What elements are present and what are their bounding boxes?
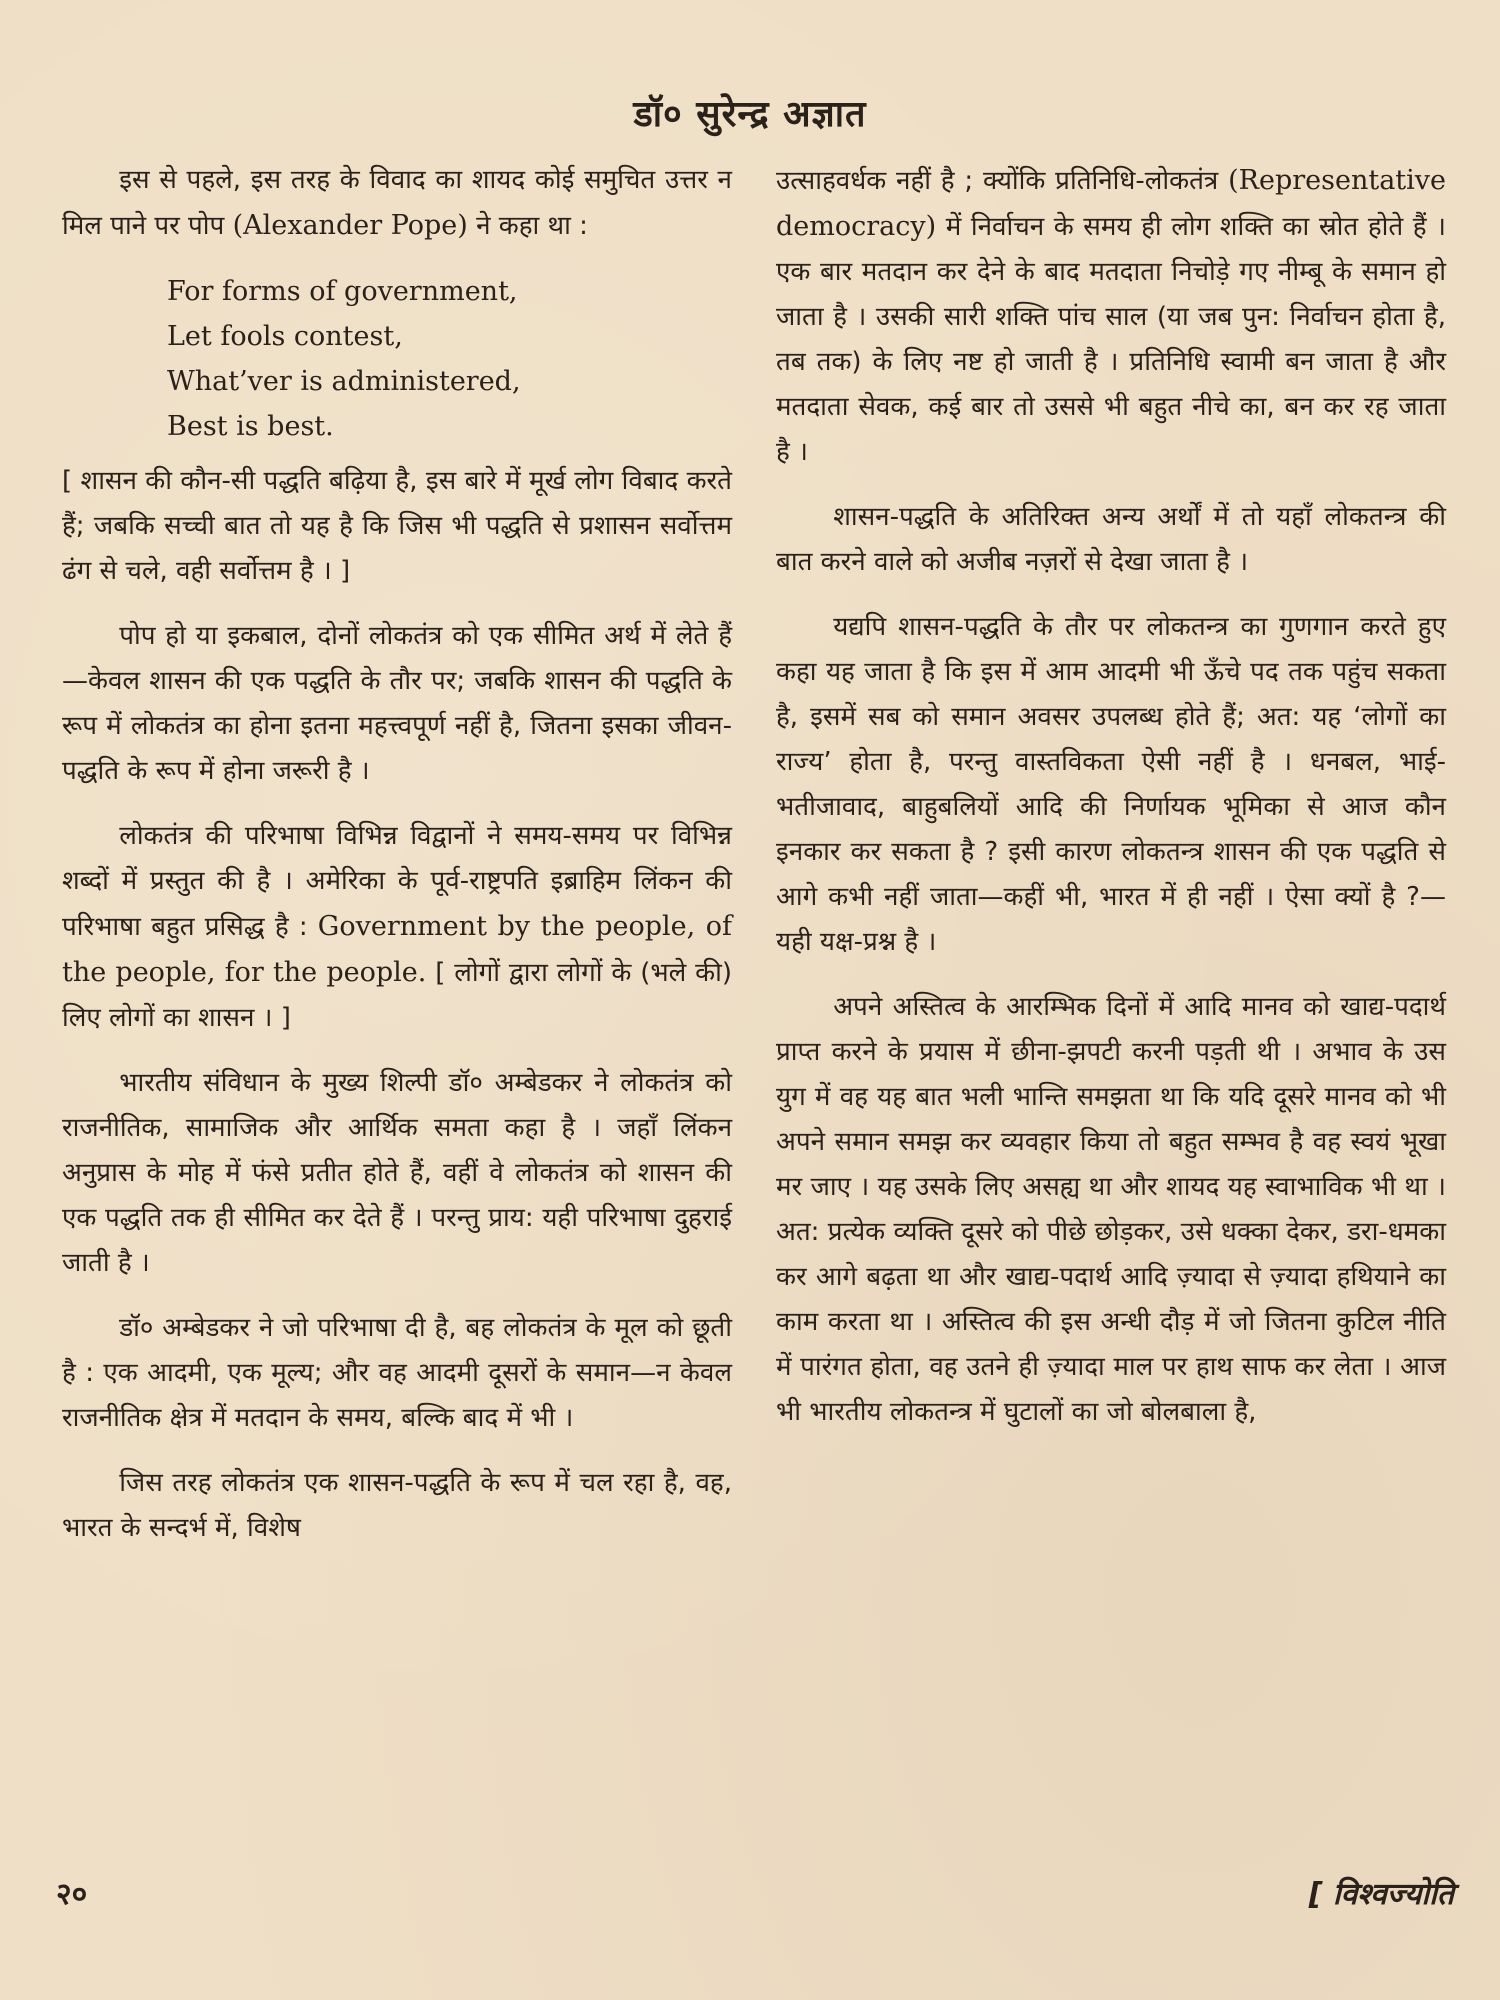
paragraph: शासन-पद्धति के अतिरिक्त अन्य अर्थों में तो यहाँ लोकतन्त्र की बात करने वाले को अजीब नज़रों से देखा जाता है । xyxy=(776,502,1446,577)
english-verse xyxy=(167,269,732,449)
journal-name: [ विश्वज्योति xyxy=(1308,1877,1454,1912)
verse-line: Let fools contest, xyxy=(167,321,403,352)
paragraph-text: लोकतंत्र की परिभाषा विभिन्न विद्वानों ने समय-समय पर विभिन्न शब्दों में प्रस्तुत की है । अमेरिका के पूर्व-राष्ट्रपति इब्राहिम लिंकन की परिभाषा बहुत प्रसिद्ध है : xyxy=(62,821,732,942)
verse-translation: [ शासन की कौन-सी पद्धति बढ़िया है, इस बारे में मूर्ख लोग विबाद करते हैं; जबकि सच्ची बात तो यह है कि जिस भी पद्धति से प्रशासन सर्वोत्तम ढंग से चले, वही सर्वोत्तम है । ] xyxy=(62,466,732,586)
verse-line: What’ver is administered, xyxy=(167,366,521,397)
right-column xyxy=(776,158,1446,1435)
author-heading: डॉ० सुरेन्द्र अज्ञात xyxy=(633,94,867,135)
verse-line: Best is best. xyxy=(167,411,334,442)
latin-phrase: (Representative democracy) xyxy=(776,165,1447,242)
paragraph-text: में निर्वाचन के समय ही लोग शक्ति का स्रोत होते हैं । एक बार मतदान कर देने के बाद मतदाता निचोड़े गए नीम्बू के समान हो जाता है । उसकी सारी शक्ति पांच साल (या जब पुन: निर्वाचन होता है, तब तक) के लिए नष्ट हो जाती है । प्रतिनिधि स्वामी बन जाता है और मतदाता सेवक, कई बार तो उससे भी बहुत नीचे का, बन कर रह जाता है । xyxy=(776,212,1447,467)
paragraph xyxy=(62,814,732,1041)
paragraph-text: इस से पहले, इस तरह के विवाद का शायद कोई समुचित उत्तर न मिल पाने पर पोप xyxy=(62,165,732,241)
paragraph xyxy=(776,158,1446,475)
paragraph: जिस तरह लोकतंत्र एक शासन-पद्धति के रूप में चल रहा है, वह, भारत के सन्दर्भ में, विशेष xyxy=(62,1468,732,1543)
page-number: २० xyxy=(56,1877,88,1912)
verse-line: For forms of government, xyxy=(167,276,518,307)
paragraph xyxy=(62,158,732,249)
paragraph-text: ने कहा था : xyxy=(476,211,588,241)
paragraph: डॉ० अम्बेडकर ने जो परिभाषा दी है, बह लोकतंत्र के मूल को छूती है : एक आदमी, एक मूल्य; और वह आदमी दूसरों के समान—न केवल राजनीतिक क्षेत्र में मतदान के समय, बल्कि बाद में भी । xyxy=(62,1313,732,1433)
latin-quote: Government by the people, of the people, for the people. xyxy=(62,911,733,988)
paragraph-text: [ लोगों द्वारा लोगों के (भले की) लिए लोगों का शासन । ] xyxy=(62,958,732,1033)
paragraph: पोप हो या इकबाल, दोनों लोकतंत्र को एक सीमित अर्थ में लेते हैं—केवल शासन की एक पद्धति के तौर पर; जबकि शासन की पद्धति के रूप में लोकतंत्र का होना इतना महत्त्वपूर्ण नहीं है, जितना इसका जीवन-पद्धति के रूप में होना जरूरी है । xyxy=(62,621,732,786)
paragraph: यद्यपि शासन-पद्धति के तौर पर लोकतन्त्र का गुणगान करते हुए कहा यह जाता है कि इस में आम आदमी भी ऊँचे पद तक पहुंच सकता है, इसमें सब को समान अवसर उपलब्ध होते हैं; अत: यह ‘लोगों का राज्य’ होता है, परन्तु वास्तविकता ऐसी नहीं है । धनबल, भाई-भतीजावाद, बाहुबलियों आदि की निर्णायक भूमिका से आज कौन इनकार कर सकता है ? इसी कारण लोकतन्त्र शासन की एक पद्धति से आगे कभी नहीं जाता—कहीं भी, भारत में ही नहीं । ऐसा क्यों है ?—यही यक्ष-प्रश्न है । xyxy=(776,612,1446,957)
latin-phrase: (Alexander Pope) xyxy=(232,210,468,241)
paragraph: भारतीय संविधान के मुख्य शिल्पी डॉ० अम्बेडकर ने लोकतंत्र को राजनीतिक, सामाजिक और आर्थिक समता कहा है । जहाँ लिंकन अनुप्रास के मोह में फंसे प्रतीत होते हैं, वहीं वे लोकतंत्र को शासन की एक पद्धति तक ही सीमित कर देते हैं । परन्तु प्राय: यही परिभाषा दुहराई जाती है । xyxy=(62,1068,732,1278)
paragraph: अपने अस्तित्व के आरम्भिक दिनों में आदि मानव को खाद्य-पदार्थ प्राप्त करने के प्रयास में छीना-झपटी करनी पड़ती थी । अभाव के उस युग में वह यह बात भली भान्ति समझता था कि यदि दूसरे मानव को भी अपने समान समझ कर व्यवहार किया तो बहुत सम्भव है वह स्वयं भूखा मर जाए । यह उसके लिए असह्य था और शायद यह स्वाभाविक भी था । अत: प्रत्येक व्यक्ति दूसरे को पीछे छोड़कर, उसे धक्का देकर, डरा-धमका कर आगे बढ़ता था और खाद्य-पदार्थ आदि ज़्यादा से ज़्यादा हथियाने का काम करता था । अस्तित्व की इस अन्धी दौड़ में जो जितना कुटिल नीति में पारंगत होता, वह उतने ही ज़्यादा माल पर हाथ साफ कर लेता । आज भी भारतीय लोकतन्त्र में घुटालों का जो बोलबाला है, xyxy=(776,992,1446,1427)
left-column xyxy=(62,158,732,1551)
paragraph-text: उत्साहवर्धक नहीं है ; क्योंकि प्रतिनिधि-लोकतंत्र xyxy=(776,166,1219,196)
